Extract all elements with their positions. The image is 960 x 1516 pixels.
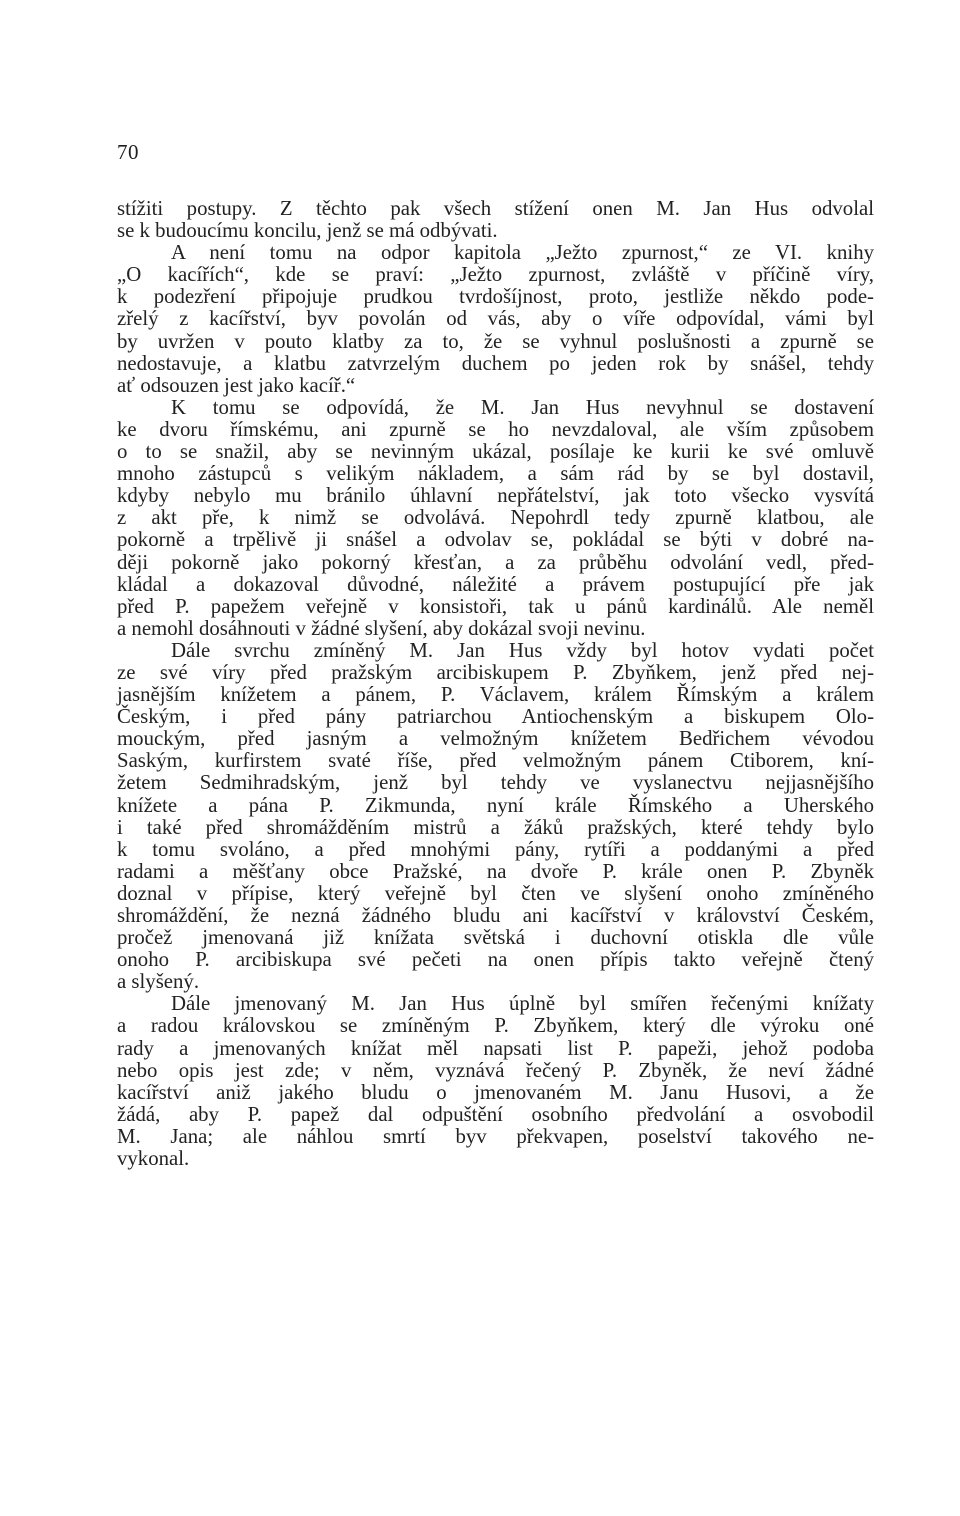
paragraph bbox=[117, 397, 874, 640]
text-line: ději pokorně jako pokorný křesťan, a za průběhu odvolání vedl, před- bbox=[117, 550, 874, 574]
text-line: stížiti postupy. Z těchto pak všech stížení onen M. Jan Hus odvolal bbox=[117, 197, 874, 220]
text-line: K tomu se odpovídá, že M. Jan Hus nevyhnul se dostavení bbox=[171, 395, 874, 419]
text-line: a slyšený. bbox=[117, 970, 200, 994]
text-line: by uvržen v pouto klatby za to, že se vyhnul poslušnosti a zpurně se bbox=[117, 329, 874, 353]
text-line: onoho P. arcibiskupa své pečeti na onen přípis takto veřejně čtený bbox=[117, 948, 874, 972]
body-text bbox=[117, 198, 874, 1170]
text-line: shromáždění, že nezná žádného bludu ani kacířství v království Českém, bbox=[117, 904, 874, 927]
text-line: jasnějším knížetem a pánem, P. Václavem, králem Římským a králem bbox=[117, 683, 874, 707]
text-line: doznal v přípise, který veřejně byl čten ve slyšení onoho zmíněného bbox=[117, 881, 874, 905]
text-line: se k budoucímu koncilu, jenž se má odbývati. bbox=[117, 219, 498, 243]
text-line: pokorně a trpělivě ji snášel a odvolav se, pokládal se býti v dobré na- bbox=[117, 528, 874, 552]
page-number: 70 bbox=[117, 140, 139, 164]
text-line: vykonal. bbox=[117, 1147, 190, 1171]
text-line: žádá, aby P. papež dal odpuštění osobního předvolání a osvobodil bbox=[117, 1102, 874, 1126]
text-line: kacířství aniž jakého bludu o jmenovaném M. Janu Husovi, a že bbox=[117, 1080, 874, 1104]
text-line: M. Jana; ale náhlou smrtí byv překvapen, poselství takového ne- bbox=[117, 1124, 874, 1148]
paragraph bbox=[117, 993, 874, 1170]
text-line: nedostavuje, a klatbu zatvrzelým duchem po jeden rok by snášel, tehdy bbox=[117, 351, 874, 375]
paragraph bbox=[117, 198, 874, 242]
paragraph bbox=[117, 242, 874, 397]
text-line: před P. papežem veřejně v konsistoři, tak u pánů kardinálů. Ale neměl bbox=[117, 594, 874, 618]
text-line: knížete a pána P. Zikmunda, nyní krále Římského a Uherského bbox=[117, 793, 874, 817]
text-line: kdyby nebylo mu bránilo úhlavní nepřátelství, jak toto všecko vysvítá bbox=[117, 484, 874, 508]
paragraph bbox=[117, 640, 874, 994]
text-line: kládal a dokazoval důvodné, náležité a právem postupující pře jak bbox=[117, 572, 874, 596]
text-line: mouckým, před jasným a velmožným knížetem Bedřichem vévodou bbox=[117, 727, 874, 751]
text-line: ať odsouzen jest jako kacíř.“ bbox=[117, 373, 356, 397]
text-line: k tomu svoláno, a před mnohými pány, rytíři a poddanými a před bbox=[117, 837, 874, 861]
text-line: „O kacířích“, kde se praví: „Ježto zpurnost, zvláště v příčině víry, bbox=[117, 263, 874, 287]
text-line: o to se snažil, aby se nevinným ukázal, posílaje ke kurii ke své omluvě bbox=[117, 440, 874, 464]
text-line: nebo opis jest zde; v něm, vyznává řečený P. Zbyněk, že neví žádné bbox=[117, 1058, 874, 1082]
text-line: k podezření připojuje prudkou tvrdošíjnost, proto, jestliže někdo pode- bbox=[117, 285, 874, 309]
text-line: žetem Sedmihradským, jenž byl tehdy ve vyslanectvu nejjasnějšího bbox=[117, 771, 874, 795]
text-line: rady a jmenovaných knížat měl napsati list P. papeži, jehož podoba bbox=[117, 1036, 874, 1060]
text-line: Dále svrchu zmíněný M. Jan Hus vždy byl hotov vydati počet bbox=[171, 638, 874, 662]
text-line: z akt pře, k nimž se odvolává. Nepohrdl tedy zpurně klatbou, ale bbox=[117, 506, 874, 530]
text-line: pročež jmenovaná již knížata světská i duchovní otiskla dle vůle bbox=[117, 926, 874, 950]
text-line: A není tomu na odpor kapitola „Ježto zpurnost,“ ze VI. knihy bbox=[171, 241, 874, 265]
text-line: a nemohl dosáhnouti v žádné slyšení, aby dokázal svoji nevinu. bbox=[117, 616, 646, 640]
text-line: radami a měšťany obce Pražské, na dvoře P. krále onen P. Zbyněk bbox=[117, 859, 874, 883]
text-line: i také před shromážděním mistrů a žáků pražských, které tehdy bylo bbox=[117, 815, 874, 839]
text-line: mnoho zástupců s velikým nákladem, a sám rád by se byl dostavil, bbox=[117, 462, 874, 486]
text-line: Českým, i před pány patriarchou Antiochenským a biskupem Olo- bbox=[117, 705, 874, 729]
text-line: zřelý z kacířství, byv povolán od vás, aby o víře odpovídal, vámi byl bbox=[117, 307, 874, 331]
text-line: Dále jmenovaný M. Jan Hus úplně byl smířen řečenými knížaty bbox=[171, 992, 874, 1016]
text-line: ze své víry před pražským arcibiskupem P. Zbyňkem, jenž před nej- bbox=[117, 660, 874, 684]
text-line: Saským, kurfirstem svaté říše, před velmožným pánem Ctiborem, kní- bbox=[117, 749, 874, 773]
text-line: ke dvoru římskému, ani zpurně se ho nevzdaloval, ale vším způsobem bbox=[117, 417, 874, 441]
text-line: a radou královskou se zmíněným P. Zbyňkem, který dle výroku oné bbox=[117, 1014, 874, 1038]
